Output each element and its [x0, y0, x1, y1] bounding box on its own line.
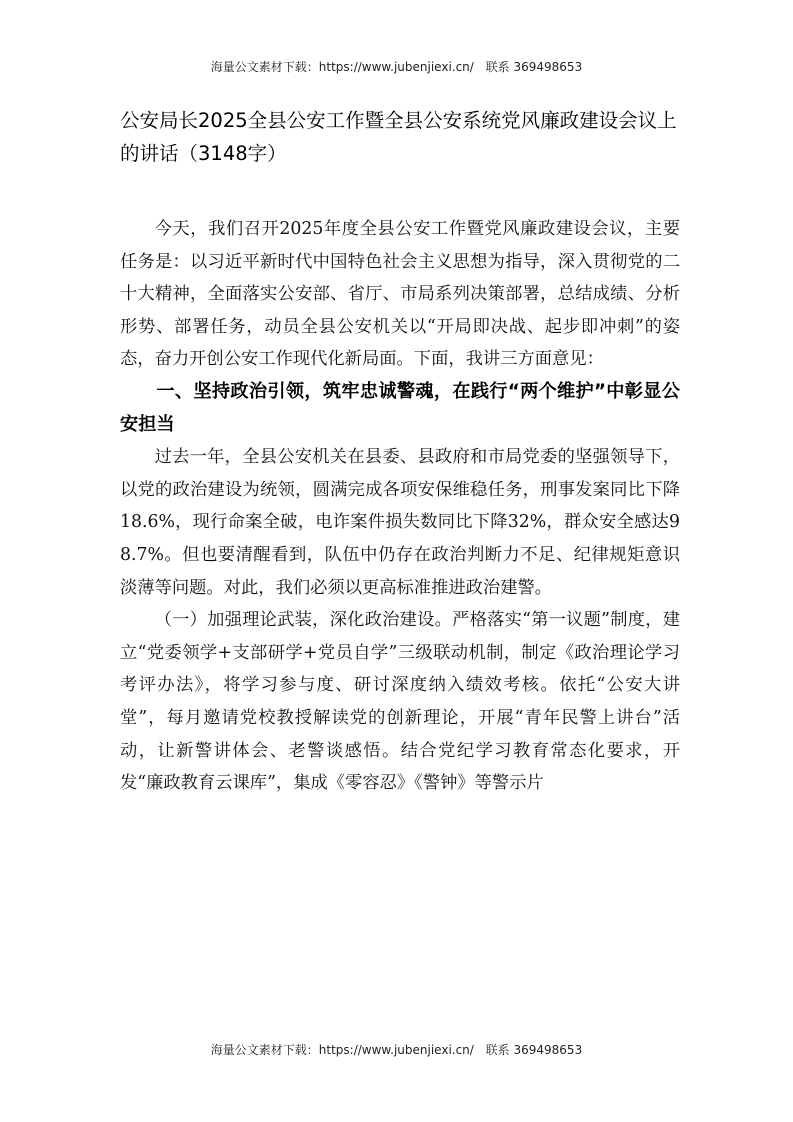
section-1-paragraph: 过去一年，全县公安机关在县委、县政府和市局党委的坚强领导下，以党的政治建设为统领，圆满完成各项安保维稳任务，刑事发案同比下降18.6%，现行命案全破，电诈案件损失数同比下降32%，群众安全感达98.7%。但也要清醒看到，队伍中仍存在政治判断力不足、纪律规矩意识淡薄等问题。对此，我们必须以更高标准推进政治建警。 [120, 447, 680, 598]
footer-contact: 联系 369498653 [485, 1043, 583, 1057]
subsection-1-paragraph: （一）加强理论武装，深化政治建设。严格落实“第一议题”制度，建立“党委领学+支部研学+党员自学”三级联动机制，制定《政治理论学习考评办法》，将学习参与度、研讨深度纳入绩效考核。依托“公安大讲堂”，每月邀请党校教授解读党的创新理论，开展“青年民警上讲台”活动，让新警讲体会、老警谈感悟。结合党纪学习教育常态化要求，开发“廉政教育云课库”，集成《零容忍》《警钟》等警示片 [120, 610, 680, 794]
footer-download-label: 海量公文素材下载：https://www.jubenjiexi.cn/ [210, 1043, 474, 1057]
intro-paragraph: 今天，我们召开2025年度全县公安工作暨党风廉政建设会议，主要任务是：以习近平新时代中国特色社会主义思想为指导，深入贯彻党的二十大精神，全面落实公安部、省厅、市局系列决策部署，总结成绩、分析形势、部署任务，动员全县公安机关以“开局即决战、起步即冲刺”的姿态，奋力开创公安工作现代化新局面。下面，我讲三方面意见： [120, 219, 680, 370]
page-footer [0, 1041, 793, 1058]
document-title: 公安局长2025全县公安工作暨全县公安系统党风廉政建设会议上的讲话（3148字） [120, 109, 677, 165]
header-download-label: 海量公文素材下载：https://www.jubenjiexi.cn/ [210, 60, 474, 74]
document-body [120, 213, 680, 800]
header-contact: 联系 369498653 [485, 60, 583, 74]
section-heading-1: 一、坚持政治引领，筑牢忠诚警魂，在践行“两个维护”中彰显公安担当 [120, 380, 680, 435]
page-header [0, 58, 793, 75]
